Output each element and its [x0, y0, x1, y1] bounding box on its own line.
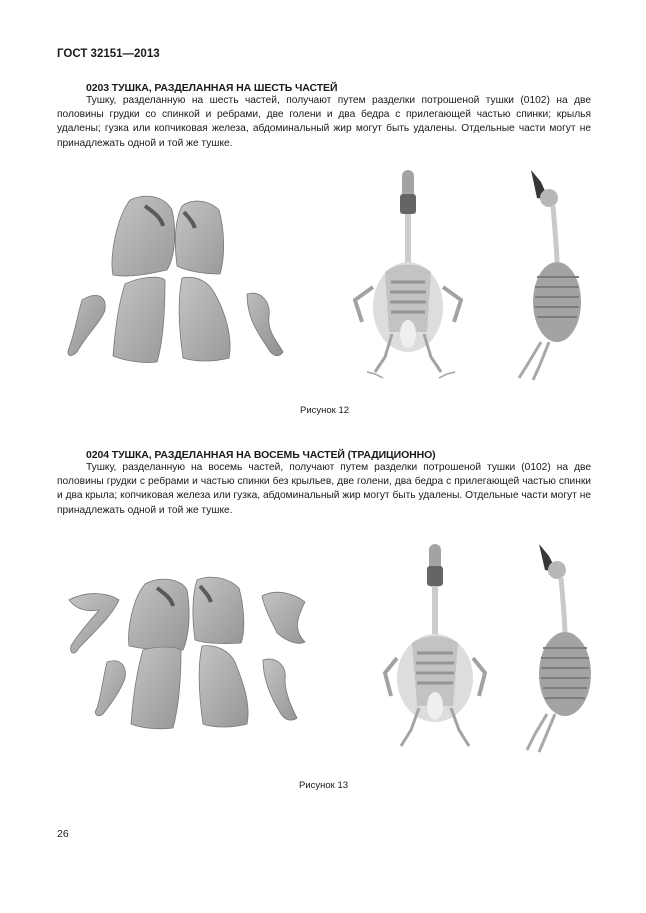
- skeleton-front-view: [385, 544, 485, 746]
- drumstick-left: [95, 661, 125, 716]
- skeleton-side-view: [519, 170, 581, 380]
- paragraph-0204: Тушку, разделанную на восемь частей, получают путем разделки потрошеной тушки (0102) на две половины грудки с ребрами и частью спинки без крыльев, две голени, два бедра с прилегающей частью спинки и два крыла; копчиковая железа или гузка, абдоминальный жир могут быть удалены. Отдельные части могут не принадлежать одной и той же тушке.: [57, 462, 591, 516]
- thigh-right: [199, 646, 248, 727]
- figure-13-caption: Рисунок 13: [299, 780, 349, 791]
- thigh-left: [131, 647, 181, 729]
- figure-13-illustration: [57, 538, 597, 764]
- skeleton-side-view: [527, 544, 591, 752]
- breast-half-left: [112, 196, 175, 276]
- document-standard-header: ГОСТ 32151—2013: [57, 48, 160, 60]
- wing-right: [262, 592, 305, 643]
- page-number: 26: [57, 828, 69, 840]
- figure-13: [57, 538, 597, 764]
- drumstick-left: [68, 295, 105, 355]
- figure-12-illustration: [57, 162, 597, 392]
- section-title-0204: 0204 ТУШКА, РАЗДЕЛАННАЯ НА ВОСЕМЬ ЧАСТЕЙ (ТРАДИЦИОННО): [86, 449, 436, 461]
- section-text-0203: [57, 94, 591, 151]
- section-title-0203: 0203 ТУШКА, РАЗДЕЛАННАЯ НА ШЕСТЬ ЧАСТЕЙ: [86, 82, 338, 94]
- figure-12-caption: Рисунок 12: [300, 405, 350, 416]
- drumstick-right: [263, 659, 297, 720]
- drumstick-right: [247, 293, 283, 355]
- wing-left: [69, 594, 119, 654]
- thigh-left: [113, 277, 165, 362]
- skeleton-front-view: [355, 170, 461, 378]
- paragraph-0203: Тушку, разделанную на шесть частей, получают путем разделки потрошеной тушки (0102) на две половины грудки со спинкой и ребрами, две голени и два бедра с прилегающей частью спинки; крылья удалены; гузка или копчиковая железа, абдоминальный жир могут быть удалены. Отдельные части могут не принадлежать одной и той же тушке.: [57, 95, 591, 149]
- thigh-right: [179, 277, 230, 361]
- breast-half-right: [175, 201, 223, 274]
- section-text-0204: [57, 461, 591, 518]
- figure-12: [57, 162, 597, 392]
